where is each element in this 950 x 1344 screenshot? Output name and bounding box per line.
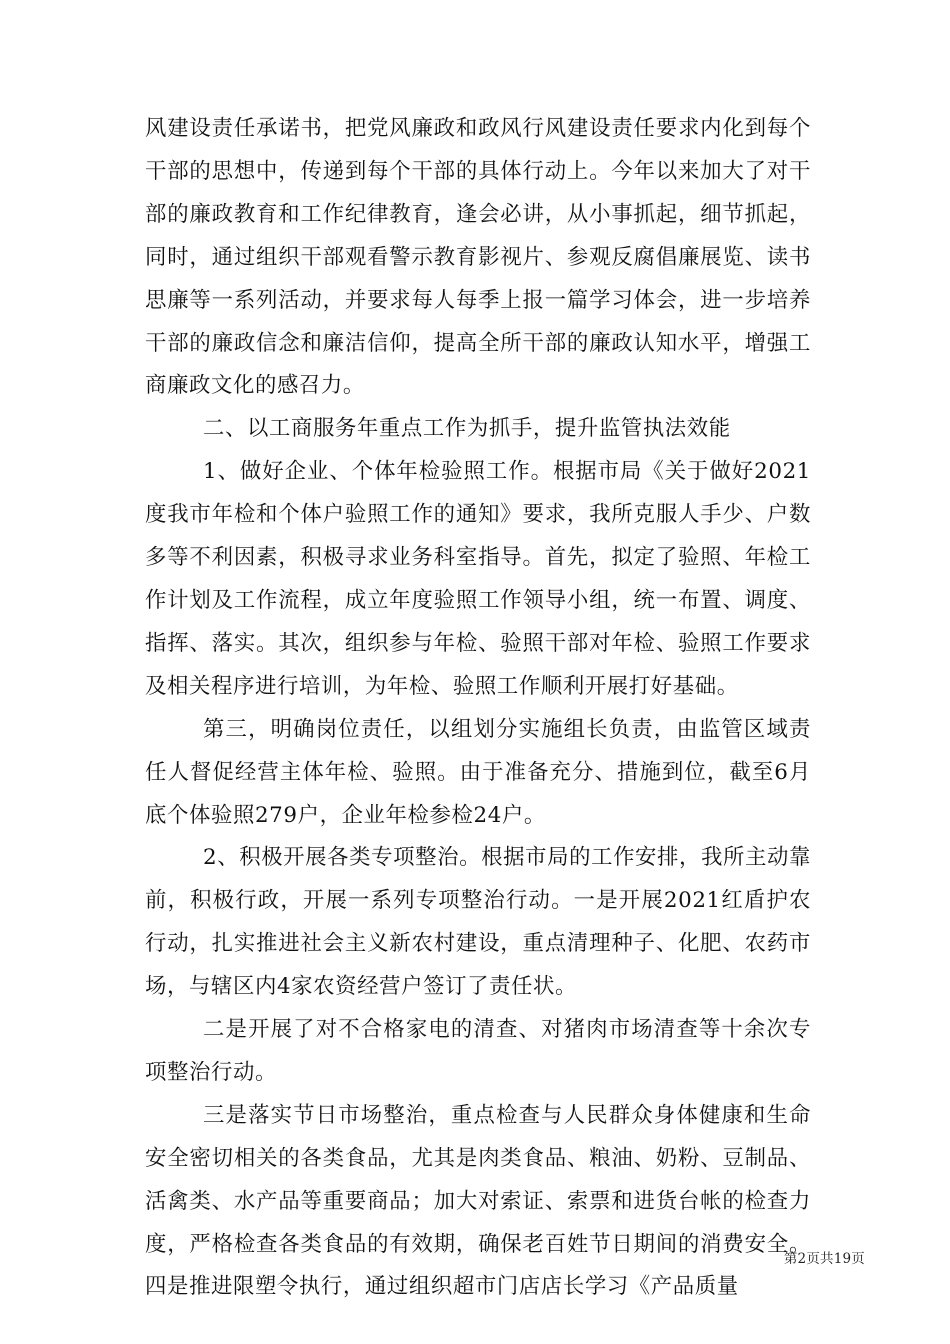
paragraph-annual-inspection: 1、做好企业、个体年检验照工作。根据市局《关于做好2021度我市年检和个体户验照工作的通知》要求，我所克服人手少、户数多等不利因素，积极寻求业务科室指导。首先，拟定了验照、年检工作计划及工作流程，成立年度验照工作领导小组，统一布置、调度、指挥、落实。其次，组织参与年检、验照干部对年检、验照工作要求及相关程序进行培训，为年检、验照工作顺利开展打好基础。 bbox=[145, 459, 811, 699]
paragraph-continued: 风建设责任承诺书，把党风廉政和政风行风建设责任要求内化到每个干部的思想中，传递到每个干部的具体行动上。今年以来加大了对干部的廉政教育和工作纪律教育，逢会必讲，从小事抓起，细节抓起，同时，通过组织干部观看警示教育影视片、参观反腐倡廉展览、读书思廉等一系列活动，并要求每人每季上报一篇学习体会，进一步培养干部的廉政信念和廉洁信仰，提高全所干部的廉政认知水平，增强工商廉政文化的感召力。 bbox=[145, 116, 811, 399]
section-heading: 二、以工商服务年重点工作为抓手，提升监管执法效能 bbox=[203, 416, 731, 442]
paragraph-holiday-market: 三是落实节日市场整治，重点检查与人民群众身体健康和生命安全密切相关的各类食品，尤其是肉类食品、粮油、奶粉、豆制品、活禽类、水产品等重要商品；加大对索证、索票和进货台帐的检查力度，严格检查各类食品的有效期，确保老百姓节日期间的消费安全。四是推进限塑令执行，通过组织超市门店店长学习《产品质量 bbox=[145, 1102, 811, 1300]
paragraph-special-rectification: 2、积极开展各类专项整治。根据市局的工作安排，我所主动靠前，积极行政，开展一系列专项整治行动。一是开展2021红盾护农行动，扎实推进社会主义新农村建设，重点清理种子、化肥、农药市场，与辖区内4家农资经营户签订了责任状。 bbox=[145, 845, 811, 1000]
paragraph-third-responsibility: 第三，明确岗位责任，以组划分实施组长负责，由监管区域责任人督促经营主体年检、验照。由于准备充分、措施到位，截至6月底个体验照279户，企业年检参检24户。 bbox=[145, 716, 811, 828]
paragraph-appliance-inspection: 二是开展了对不合格家电的清查、对猪肉市场清查等十余次专项整治行动。 bbox=[145, 1017, 811, 1085]
page-number-footer: 第2页共19页 bbox=[783, 1251, 865, 1267]
document-body bbox=[145, 108, 811, 1309]
